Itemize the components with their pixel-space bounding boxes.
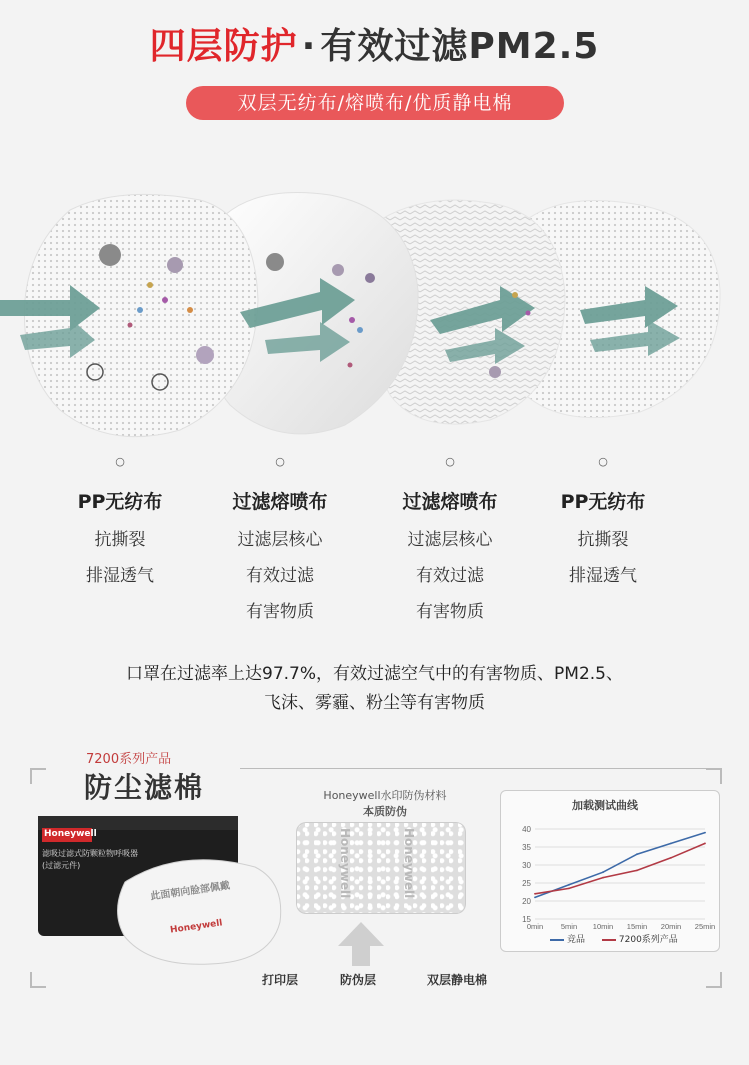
layer-name: PP无纺布: [77, 491, 163, 513]
legend-item-competitor: [550, 935, 585, 945]
series-point: [602, 877, 604, 879]
watermark-text: Honeywell: [338, 828, 352, 899]
pad-text: 此面朝向脸部佩戴: [149, 880, 231, 903]
product-title: 防尘滤棉: [84, 771, 205, 804]
layer-feature: 有害物质: [246, 602, 314, 622]
layer-feature: 排湿透气: [569, 566, 637, 586]
x-tick-label: 20min: [660, 922, 682, 931]
layer-feature: 抗撕裂: [577, 530, 629, 550]
y-tick-label: 35: [522, 843, 531, 852]
series-point: [704, 832, 706, 834]
y-tick-label: 25: [522, 879, 531, 888]
title-highlight: 四层防护: [149, 26, 298, 67]
x-tick-label: 15min: [626, 922, 648, 931]
legend-swatch: [602, 939, 616, 941]
description-line-2: 飞沫、雾霾、粉尘等有害物质: [264, 693, 485, 713]
layer-feature: 有效过滤: [246, 566, 314, 586]
y-tick-label: 15: [522, 915, 531, 924]
series-point: [704, 843, 706, 845]
layer-bullet-icon: ○: [275, 455, 285, 468]
subtitle-pill: 双层无纺布/熔喷布/优质静电棉: [186, 86, 564, 120]
layer-bullet-icon: ○: [445, 455, 455, 468]
x-tick-label: 10min: [592, 922, 614, 931]
pad-brand: Honeywell: [169, 918, 224, 936]
series-point: [602, 871, 604, 873]
legend-label: 7200系列产品: [618, 935, 678, 945]
series-point: [636, 853, 638, 855]
layer-feature: 排湿透气: [86, 566, 154, 586]
layer-name: 过滤熔喷布: [232, 491, 328, 513]
layer-name: 过滤熔喷布: [402, 491, 498, 513]
package-text-1: 滤吸过滤式防颗粒物呼吸器: [42, 849, 138, 858]
chart-legend: [550, 932, 692, 945]
series-point: [636, 870, 638, 872]
page-title: [0, 18, 749, 69]
watermark-title: Honeywell水印防伪材料: [323, 789, 447, 802]
series-label: 7200系列产品: [86, 752, 172, 767]
layer-desc-3: [370, 455, 530, 622]
series-point: [534, 893, 536, 895]
layer-label-anticounterfeit: 防伪层: [340, 973, 377, 987]
layer-feature: 有害物质: [416, 602, 484, 622]
pad-shape: [118, 860, 281, 965]
frame-top-right: [706, 768, 722, 784]
filtration-description: [0, 660, 749, 718]
chart-title: 加载测试曲线: [572, 799, 638, 812]
x-tick-label: 0min: [526, 922, 544, 931]
series-point: [534, 897, 536, 899]
x-tick-label: 5min: [560, 922, 578, 931]
frame-bottom-left: [30, 972, 46, 988]
series-point: [568, 884, 570, 886]
layer-bullet-icon: ○: [598, 455, 608, 468]
layer-feature: 过滤层核心: [407, 530, 493, 550]
layer-feature: 过滤层核心: [237, 530, 323, 550]
frame-top-left: [30, 768, 46, 784]
series-point: [568, 888, 570, 890]
layer-label-electrostatic: 双层静电棉: [427, 973, 488, 987]
legend-label: 竞品: [567, 935, 586, 945]
series-point: [670, 857, 672, 859]
load-test-chart: [505, 815, 715, 943]
package-text-2: (过滤元件): [42, 861, 81, 870]
filter-layers-illustration: [0, 150, 749, 450]
legend-swatch: [550, 939, 564, 941]
y-tick-label: 20: [522, 897, 531, 906]
package-brand: Honeywell: [44, 829, 97, 839]
layer-desc-1: [40, 455, 200, 586]
y-tick-label: 30: [522, 861, 531, 870]
title-separator: ·: [301, 26, 317, 67]
title-main: 有效过滤PM2.5: [320, 26, 600, 67]
x-tick-label: 25min: [694, 922, 715, 931]
layer-feature: 抗撕裂: [94, 530, 146, 550]
layer-feature: 有效过滤: [416, 566, 484, 586]
layer-label-print: 打印层: [262, 973, 299, 987]
legend-item-product: [602, 935, 678, 945]
y-tick-label: 40: [522, 825, 531, 834]
series-line: [535, 843, 705, 893]
watermark-subtitle: 本质防伪: [363, 805, 407, 818]
frame-bottom-right: [706, 972, 722, 988]
layer-bullet-icon: ○: [115, 455, 125, 468]
watermark-fabric-sample: [296, 822, 466, 914]
series-point: [670, 843, 672, 845]
layer-desc-4: [523, 455, 683, 586]
description-line-1: 口罩在过滤率上达97.7%，有效过滤空气中的有害物质、PM2.5、: [126, 664, 623, 684]
watermark-text: Honeywell: [402, 828, 416, 899]
frame-top-line: [240, 768, 706, 769]
layer-desc-2: [200, 455, 360, 622]
layer-name: PP无纺布: [560, 491, 646, 513]
up-arrow-icon: [336, 920, 386, 968]
